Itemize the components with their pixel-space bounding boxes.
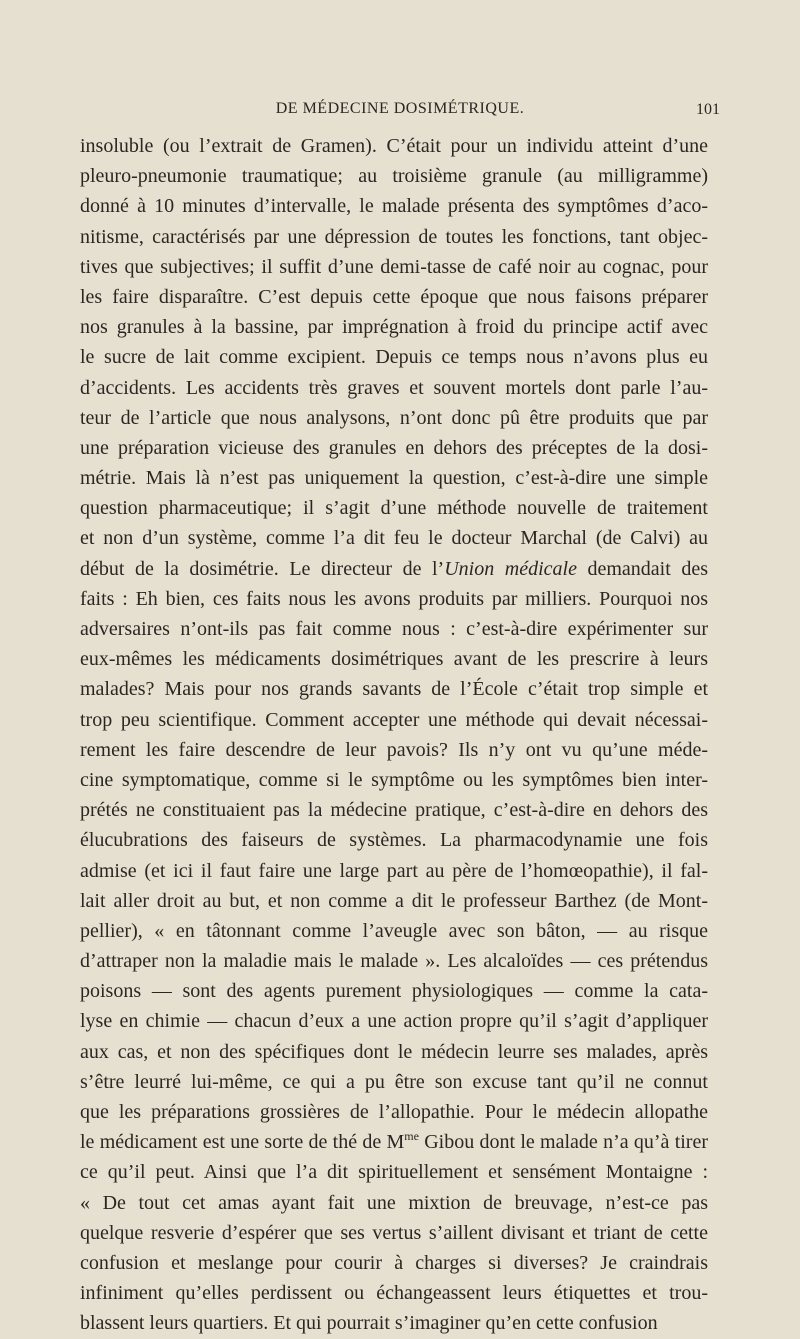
text-line: nos granules à la bassine, par imprégnation à froid du principe actif avec <box>80 316 708 339</box>
text-line: poisons — sont des agents purement physiologiques — comme la cata- <box>80 980 708 1003</box>
body-text <box>80 131 708 1339</box>
text-line: pleuro-pneumonie traumatique; au troisième granule (au milligramme) <box>80 165 708 188</box>
text-line: s’être leurré lui-même, ce qui a pu être son excuse tant qu’il ne connut <box>80 1070 708 1093</box>
text-line: insoluble (ou l’extrait de Gramen). C’était pour un individu atteint d’une <box>80 135 708 157</box>
text-line: une préparation vicieuse des granules en dehors des préceptes de la dosi- <box>80 436 708 459</box>
text-line: que les préparations grossières de l’allopathie. Pour le médecin allopathe <box>80 1101 708 1123</box>
text-line: métrie. Mais là n’est pas uniquement la question, c’est-à-dire une simple <box>80 467 708 490</box>
text-line: adversaires n’ont-ils pas fait comme nous : c’est-à-dire expérimenter sur <box>80 618 708 640</box>
text-line: faits : Eh bien, ces faits nous les avons produits par milliers. Pourquoi nos <box>80 587 708 610</box>
text-line: admise (et ici il faut faire une large part au père de l’homœopathie), il fal- <box>80 859 708 882</box>
text-line: ce qu’il peut. Ainsi que l’a dit spirituellement et sensément Montaigne : <box>80 1161 708 1184</box>
text-line: cine symptomatique, comme si le symptôme ou les symptômes bien inter- <box>80 768 708 791</box>
text-line: élucubrations des faiseurs de systèmes. La pharmacodynamie une fois <box>80 829 708 852</box>
page-header <box>80 100 720 126</box>
text-line: blassent leurs quartiers. Et qui pourrait s’imaginer qu’en cette confusion <box>80 1312 658 1335</box>
text-segment: demandait des <box>576 557 708 580</box>
text-line: et non d’un système, comme l’a dit feu le docteur Marchal (de Calvi) au <box>80 527 708 550</box>
text-line: lait aller droit au but, et non comme a dit le professeur Barthez (de Mont- <box>80 889 708 912</box>
text-segment: Gibou dont le malade n’a qu’à tirer <box>418 1131 708 1154</box>
text-line: aux cas, et non des spécifiques dont le médecin leurre ses malades, après <box>80 1040 708 1063</box>
text-segment: le médicament est une sorte de thé de M <box>80 1131 405 1154</box>
text-line: d’accidents. Les accidents très graves et souvent mortels dont parle l’au- <box>80 376 708 399</box>
text-line: nitisme, caractérisés par une dépression de toutes les fonctions, tant objec- <box>80 225 708 248</box>
text-line: malades? Mais pour nos grands savants de l’École c’était trop simple et <box>80 678 708 701</box>
text-line: « De tout cet amas ayant fait une mixtion de breuvage, n’est-ce pas <box>80 1191 708 1214</box>
text-line <box>80 1127 708 1157</box>
text-line: rement les faire descendre de leur pavois? Ils n’y ont vu qu’une méde- <box>80 738 708 761</box>
text-line: les faire disparaître. C’est depuis cette époque que nous faisons préparer <box>80 285 708 308</box>
text-line: tives que subjectives; il suffit d’une demi-tasse de café noir au cognac, pour <box>80 255 708 278</box>
text-line: trop peu scientifique. Comment accepter une méthode qui devait nécessai- <box>80 708 708 731</box>
text-line: confusion et meslange pour courir à charges si diverses? Je craindrais <box>80 1251 708 1274</box>
text-segment: début de la dosimétrie. Le directeur de l’ <box>80 557 445 580</box>
running-head: DE MÉDECINE DOSIMÉTRIQUE. <box>275 100 525 117</box>
text-line: donné à 10 minutes d’intervalle, le malade présenta des symptômes d’aco- <box>80 195 708 218</box>
text-line: pellier), « en tâtonnant comme l’aveugle avec son bâton, — au risque <box>80 919 708 942</box>
text-line: le sucre de lait comme excipient. Depuis ce temps nous n’avons plus eu <box>80 346 708 369</box>
text-line: d’attraper non la maladie mais le malade ». Les alcaloïdes — ces prétendus <box>80 950 708 973</box>
journal-title: Union médicale <box>444 557 577 580</box>
text-line: infiniment qu’elles perdissent ou échangeassent leurs étiquettes et trou- <box>80 1282 708 1305</box>
superscript: me <box>404 1129 419 1144</box>
text-line <box>80 554 708 584</box>
text-line: quelque resverie d’espérer que ses vertus s’aillent divisant et triant de cette <box>80 1221 708 1244</box>
text-line: teur de l’article que nous analysons, n’ont donc pû être produits que par <box>80 406 708 429</box>
text-line: lyse en chimie — chacun d’eux a une action propre qu’il s’agit d’appliquer <box>80 1010 708 1033</box>
text-line: eux-mêmes les médicaments dosimétriques avant de les prescrire à leurs <box>80 648 708 671</box>
text-line: question pharmaceutique; il s’agit d’une méthode nouvelle de traitement <box>80 497 708 520</box>
page-number: 101 <box>696 101 720 118</box>
text-line: prétés ne constituaient pas la médecine pratique, c’est-à-dire en dehors des <box>80 799 708 822</box>
